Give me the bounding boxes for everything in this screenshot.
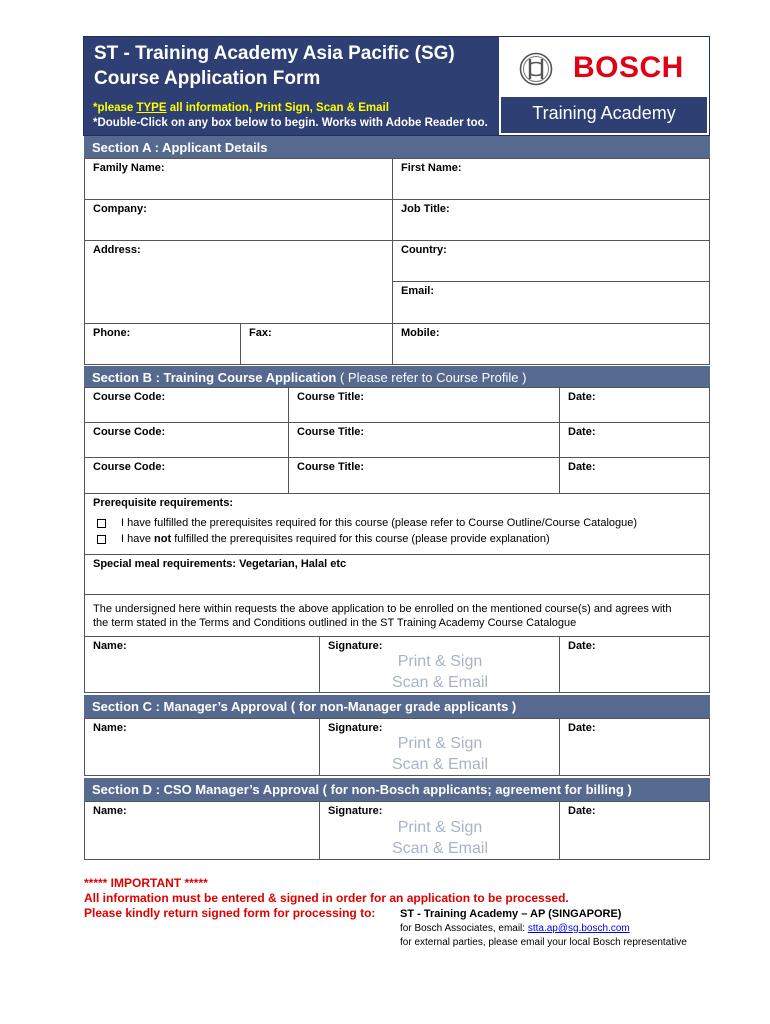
course-code-label: Course Code: [93,426,166,438]
instruction-note-1: *please TYPE all information, Print Sign, Scan & Email [93,102,389,114]
email-label: Email: [401,285,435,297]
print-sign-placeholder: Print & Sign [397,735,483,752]
course-date-field-2[interactable] [559,422,710,458]
form-title-line1: ST - Training Academy Asia Pacific (SG) [94,43,455,64]
address-field[interactable] [84,240,393,324]
applicant-name-field[interactable] [84,636,320,693]
course-title-label: Course Title: [297,391,365,403]
address-label: Address: [93,244,141,256]
job-title-label: Job Title: [401,203,450,215]
brand-panel [499,37,709,135]
return-organization: ST - Training Academy – AP (SINGAPORE) [400,908,622,920]
course-code-label: Course Code: [93,461,166,473]
form-header [83,36,710,136]
cso-manager-signature-field[interactable] [319,801,560,860]
course-date-label: Date: [568,461,596,473]
scan-email-placeholder: Scan & Email [391,756,489,773]
mobile-field[interactable] [392,323,710,365]
form-title-line2: Course Application Form [94,68,321,89]
signature-label: Signature: [328,640,383,652]
header-title-panel [84,37,499,135]
course-date-label: Date: [568,426,596,438]
course-date-field-1[interactable] [559,387,710,423]
instruction-note-2: *Double-Click on any box below to begin. Works with Adobe Reader too. [93,117,488,129]
prerequisite-label: Prerequisite requirements: [93,497,233,509]
section-c-header: Section C : Manager’s Approval ( for non-Manager grade applicants ) [84,695,710,718]
signature-label: Signature: [328,722,383,734]
print-sign-placeholder: Print & Sign [397,819,483,836]
prereq-not-fulfilled-checkbox[interactable] [97,535,106,544]
contact-email-link[interactable]: stta.ap@sg.bosch.com [527,923,630,934]
scan-email-placeholder: Scan & Email [391,674,489,691]
course-date-field-3[interactable] [559,457,710,494]
date-label: Date: [568,640,596,652]
signature-label: Signature: [328,805,383,817]
first-name-label: First Name: [401,162,462,174]
prereq-not-fulfilled-text: I have not fulfilled the prerequisites required for this course (please provide explanation) [121,533,550,545]
manager-name-field[interactable] [84,718,320,776]
course-code-field-1[interactable] [84,387,289,423]
name-label: Name: [93,640,127,652]
family-name-label: Family Name: [93,162,165,174]
scan-email-placeholder: Scan & Email [391,840,489,857]
fax-field[interactable] [240,323,393,365]
company-field[interactable] [84,199,393,241]
email-field[interactable] [392,281,710,324]
first-name-field[interactable] [392,158,710,200]
manager-signature-field[interactable] [319,718,560,776]
course-code-field-2[interactable] [84,422,289,458]
course-date-label: Date: [568,391,596,403]
manager-date-field[interactable] [559,718,710,776]
prereq-fulfilled-checkbox[interactable] [97,519,106,528]
course-title-label: Course Title: [297,426,365,438]
date-label: Date: [568,805,596,817]
declaration-box [84,594,710,637]
applicant-date-field[interactable] [559,636,710,693]
name-label: Name: [93,722,127,734]
important-heading: ***** IMPORTANT ***** [84,876,208,890]
important-note: All information must be entered & signed in order for an application to be processed. [84,891,569,905]
return-instruction: Please kindly return signed form for processing to: [84,906,376,920]
mobile-label: Mobile: [401,327,440,339]
cso-manager-name-field[interactable] [84,801,320,860]
training-academy-banner [501,97,707,133]
country-field[interactable] [392,240,710,282]
special-meal-field[interactable] [84,554,710,595]
course-title-field-3[interactable] [288,457,560,494]
prerequisite-box [84,493,710,555]
course-code-label: Course Code: [93,391,166,403]
course-title-label: Course Title: [297,461,365,473]
country-label: Country: [401,244,447,256]
external-parties-note: for external parties, please email your local Bosch representative [400,937,687,948]
job-title-field[interactable] [392,199,710,241]
course-title-field-1[interactable] [288,387,560,423]
fax-label: Fax: [249,327,272,339]
declaration-line2: the term stated in the Terms and Conditions outlined in the ST Training Academy Course Catalogue [93,617,577,629]
section-a-header: Section A : Applicant Details [84,136,710,158]
bosch-associates-contact: for Bosch Associates, email: stta.ap@sg.bosch.com [400,923,630,934]
prereq-fulfilled-text: I have fulfilled the prerequisites required for this course (please refer to Course Outline/Course Catalogue) [121,517,638,529]
family-name-field[interactable] [84,158,393,200]
applicant-signature-field[interactable] [319,636,560,693]
course-title-field-2[interactable] [288,422,560,458]
declaration-line1: The undersigned here within requests the above application to be enrolled on the mentioned course(s) and agrees with [93,603,672,615]
special-meal-label: Special meal requirements: Vegetarian, Halal etc [93,558,347,570]
bosch-wordmark: BOSCH [573,51,684,84]
bosch-armature-icon [519,52,553,86]
cso-manager-date-field[interactable] [559,801,710,860]
section-b-header: Section B : Training Course Application ( Please refer to Course Profile ) [84,366,710,388]
training-academy-label: Training Academy [532,103,676,123]
date-label: Date: [568,722,596,734]
name-label: Name: [93,805,127,817]
company-label: Company: [93,203,147,215]
bosch-logo [501,39,707,97]
section-d-header: Section D : CSO Manager’s Approval ( for non-Bosch applicants; agreement for billing ) [84,778,710,801]
print-sign-placeholder: Print & Sign [397,653,483,670]
course-code-field-3[interactable] [84,457,289,494]
phone-field[interactable] [84,323,241,365]
phone-label: Phone: [93,327,131,339]
